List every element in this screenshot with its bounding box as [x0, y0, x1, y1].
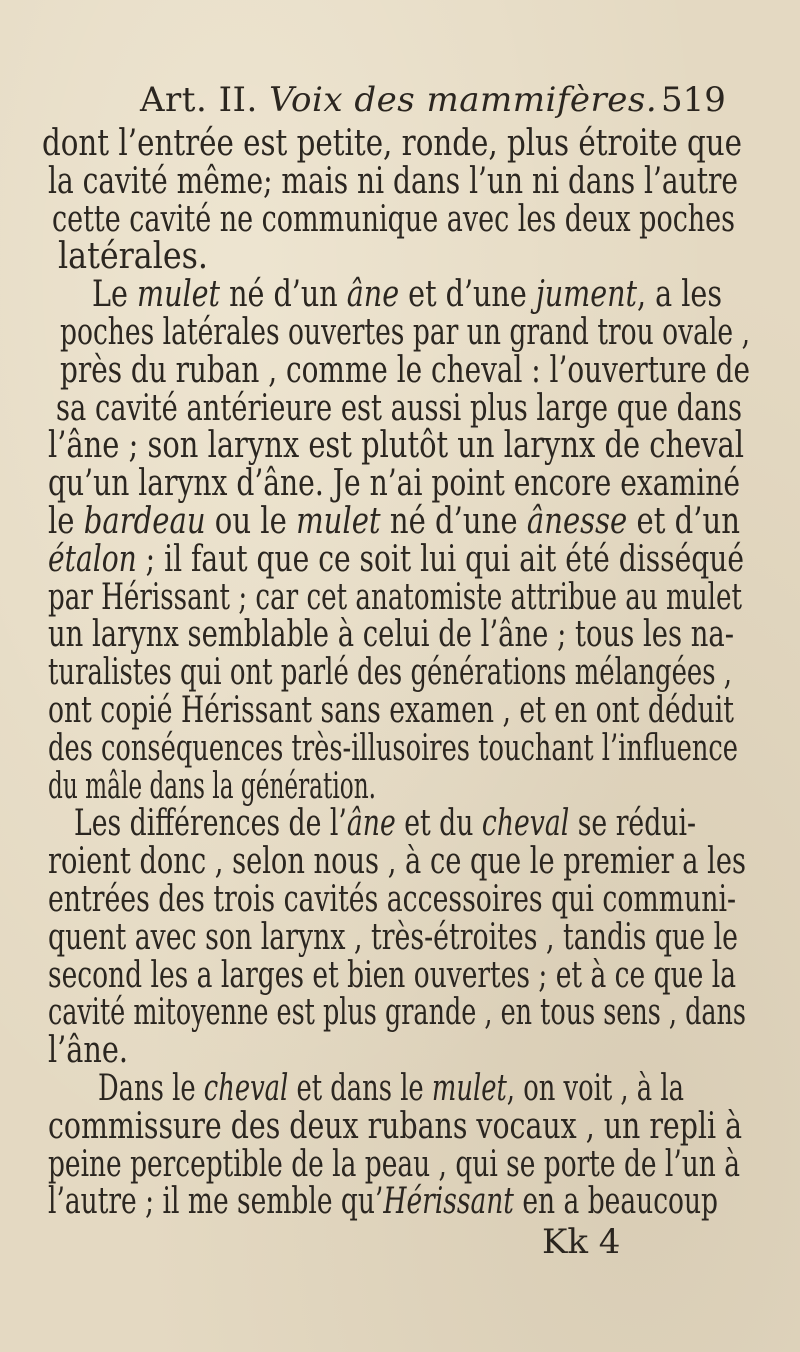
italic-term: ânesse	[526, 501, 628, 542]
italic-term: âne	[346, 274, 400, 316]
text-run: l’âne.	[48, 1030, 128, 1072]
text-run: , on voit , à la	[506, 1068, 684, 1109]
text-run: turalistes qui ont parlé des générations mélangées ,	[48, 652, 732, 694]
text-run: l’âne ; son larynx est plutôt un larynx de cheval	[48, 425, 744, 467]
text-run: quent avec son larynx , très-étroites , tandis que le	[48, 916, 738, 958]
text-run: et dans le	[288, 1068, 432, 1109]
text-run: peine perceptible de la peau , qui se porte de l’un à	[48, 1143, 740, 1185]
italic-term: cheval	[203, 1068, 289, 1109]
text-run: et du	[395, 803, 482, 845]
italic-term: Hérissant	[383, 1181, 514, 1223]
text-run: poches latérales ouvertes par un grand trou ovale ,	[60, 312, 750, 353]
text-run: ont copié Hérissant sans examen , et en ont déduit	[48, 690, 734, 731]
text-run: le	[48, 501, 84, 542]
text-run: commissure des deux rubans vocaux , un repli à	[48, 1105, 742, 1147]
signature-mark: Kk 4	[542, 1222, 621, 1262]
italic-term: âne	[346, 803, 396, 845]
text-run: l’autre ; il me semble qu’	[48, 1181, 384, 1223]
italic-term: mulet	[431, 1068, 507, 1109]
text-run: se rédui-	[569, 803, 696, 845]
text-run: cavité mitoyenne est plus grande , en tous sens , dans	[48, 992, 746, 1034]
text-run: roient donc , selon nous , à ce que le premier a les	[48, 841, 746, 883]
text-run: second les a larges et bien ouvertes ; et à ce que la	[48, 954, 736, 996]
text-run: Dans le	[98, 1068, 204, 1109]
italic-term: étalon	[48, 538, 137, 580]
text-run: un larynx semblable à celui de l’âne ; tous les na-	[48, 614, 734, 656]
text-run: cette cavité ne communique avec les deux poches	[52, 198, 735, 240]
italic-term: cheval	[481, 803, 570, 845]
text-run: qu’un larynx d’âne. Je n’ai point encore examiné	[48, 463, 740, 505]
text-run: , a les	[636, 274, 722, 316]
page-number: 519	[661, 80, 726, 120]
text-run: la cavité même; mais ni dans l’un ni dans l’autre	[48, 160, 738, 202]
text-run: sa cavité antérieure est aussi plus large que dans	[56, 387, 742, 429]
text-run: latérales.	[58, 236, 208, 278]
article-label: Art. II.	[140, 80, 258, 120]
text-run: et d’une	[399, 274, 536, 316]
italic-term: bardeau	[83, 501, 206, 542]
text-run: né d’une	[380, 501, 527, 542]
text-run: et d’un	[627, 501, 740, 542]
text-run: des conséquences très-illusoires touchant l’influence	[48, 727, 738, 769]
text-run: ; il faut que ce soit lui qui ait été disséqué	[136, 538, 744, 580]
text-run: près du ruban , comme le cheval : l’ouverture de	[60, 349, 750, 391]
italic-term: mulet	[296, 501, 381, 542]
section-word: Voix	[269, 80, 344, 120]
italic-term: jument	[535, 274, 637, 316]
text-run: Le	[92, 274, 137, 316]
text-run: Les différences de l’	[74, 803, 347, 845]
text-run: en a beaucoup	[513, 1181, 718, 1223]
text-run: entrées des trois cavités accessoires qui communi-	[48, 879, 736, 920]
text-run: du mâle dans la génération.	[48, 765, 376, 807]
section-subject: des mammifères.	[354, 80, 658, 120]
text-run: ou le	[205, 501, 297, 542]
italic-term: mulet	[136, 274, 221, 316]
text-run: par Hérissant ; car cet anatomiste attribue au mulet	[48, 576, 742, 618]
text-run: dont l’entrée est petite, ronde, plus étroite que	[42, 123, 742, 164]
text-line	[48, 1180, 718, 1224]
running-title	[140, 80, 657, 120]
text-line	[48, 991, 746, 1035]
text-run: né d’un	[220, 274, 347, 316]
